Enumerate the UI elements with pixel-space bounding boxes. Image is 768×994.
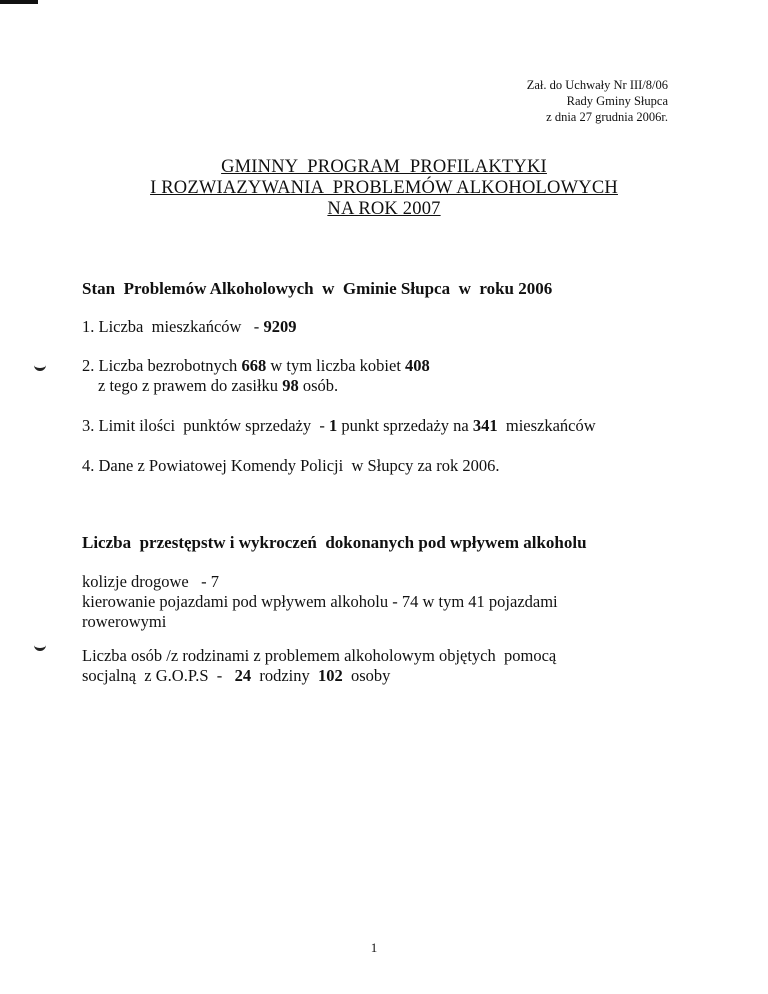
scan-artifact-mark — [34, 363, 46, 371]
social-support — [82, 646, 556, 686]
persons-count: 102 — [318, 666, 343, 685]
item-police-data: 4. Dane z Powiatowej Komendy Policji w Słupcy za rok 2006. — [82, 456, 500, 475]
item-text: mieszkańców — [505, 416, 596, 435]
residents-count: 9209 — [263, 317, 297, 336]
residents-per-point: 341 — [472, 416, 498, 435]
unemployed-count: 668 — [241, 356, 267, 375]
offences-list — [82, 572, 558, 632]
resolution-reference-line: Zał. do Uchwały Nr III/8/06 — [526, 78, 668, 92]
page-number: 1 — [370, 940, 378, 955]
persons-label: osoby — [351, 666, 391, 685]
offence-line: rowerowymi — [82, 612, 167, 631]
families-count: 24 — [234, 666, 252, 685]
benefit-count: 98 — [282, 376, 299, 395]
title-line: GMINNY PROGRAM PROFILAKTYKI — [221, 157, 547, 177]
section-heading-alcohol-problems: Stan Problemów Alkoholowych w Gminie Słupca w roku 2006 — [82, 279, 553, 298]
unemployed-women-count: 408 — [405, 356, 430, 375]
scan-edge-line — [0, 0, 38, 4]
item-sales-limit — [82, 416, 596, 436]
support-line: Liczba osób /z rodzinami z problemem alkoholowym objętych pomocą — [82, 646, 557, 665]
families-label: rodziny — [259, 666, 310, 685]
resolution-reference — [527, 77, 668, 125]
title-line: NA ROK 2007 — [327, 199, 441, 219]
item-text: punkt sprzedaży na — [341, 416, 469, 435]
document-title — [0, 157, 768, 220]
resolution-reference-line: Rady Gminy Słupca — [566, 94, 668, 108]
sales-points-count: 1 — [329, 416, 338, 435]
support-prefix: socjalną z G.O.P.S - — [82, 666, 223, 685]
item-label: 3. Limit ilości punktów sprzedaży - — [82, 416, 325, 435]
title-line: I ROZWIAZYWANIA PROBLEMÓW ALKOHOLOWYCH — [150, 178, 618, 198]
item-label: 2. Liczba bezrobotnych — [82, 356, 238, 375]
item-unemployed — [82, 356, 430, 396]
item-residents — [82, 317, 296, 337]
item-text: z tego z prawem do zasiłku — [98, 376, 279, 395]
offence-line: kierowanie pojazdami pod wpływem alkoholu - 74 w tym 41 pojazdami — [82, 592, 558, 611]
offence-line: kolizje drogowe - 7 — [82, 572, 220, 591]
scan-artifact-mark — [34, 643, 46, 651]
item-text: osób. — [302, 376, 339, 395]
section-heading-offences: Liczba przestępstw i wykroczeń dokonanych pod wpływem alkoholu — [82, 533, 587, 552]
item-label: 1. Liczba mieszkańców - — [82, 317, 260, 336]
resolution-reference-line: z dnia 27 grudnia 2006r. — [546, 110, 668, 124]
item-text: w tym liczba kobiet — [270, 356, 401, 375]
